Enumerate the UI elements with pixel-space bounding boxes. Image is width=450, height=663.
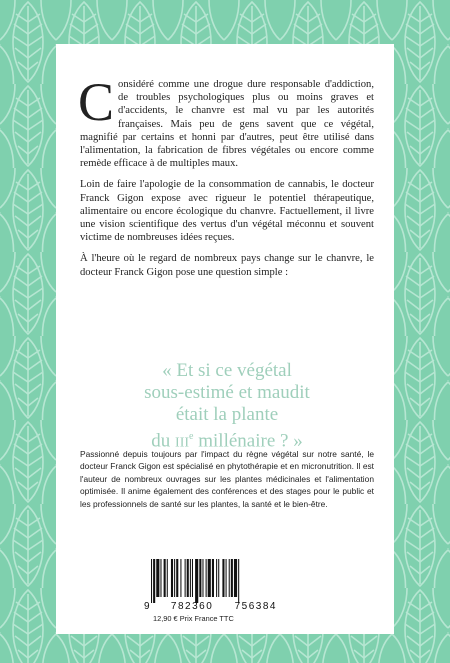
quote-line-2: sous-estimé et maudit — [144, 382, 310, 403]
barcode-bar — [187, 559, 189, 597]
barcode-icon — [143, 559, 277, 603]
barcode-digits — [143, 601, 283, 612]
back-cover-panel — [56, 44, 394, 634]
barcode-bar — [192, 559, 193, 597]
barcode-bar — [234, 559, 237, 597]
barcode-digit-first: 9 — [144, 601, 150, 612]
quote-century: III — [175, 435, 190, 451]
barcode-bar — [151, 559, 152, 603]
barcode-bar — [212, 559, 214, 597]
barcode-bar — [160, 559, 161, 597]
barcode-bar — [231, 559, 233, 597]
barcode-bar — [190, 559, 191, 597]
blurb-text — [78, 72, 374, 287]
barcode-bar — [226, 559, 227, 597]
barcode-bar — [238, 559, 239, 603]
barcode-digits-left: 782360 — [170, 601, 214, 612]
quote-line-3: était la plante — [175, 404, 279, 425]
barcode-bar — [216, 559, 217, 597]
barcode-bar — [164, 559, 166, 597]
author-bio: Passionné depuis toujours par l'impact du règne végétal sur notre santé, le docteur Franck Gigon est spécialisé en phytothérapie et en micronutrition. Il est l'auteur de nombreux ouvrages sur les plantes médicinales et l'alimentation optimisée. Il anime également des conférences et des stages pour le public et les professionnels de santé sur les plantes, la santé et le bien-être. — [80, 449, 374, 509]
quote-line-4-pre: du — [151, 430, 176, 452]
barcode-bar — [206, 559, 207, 597]
barcode-bar — [199, 559, 201, 597]
barcode-bar — [229, 559, 230, 597]
barcode-block — [143, 559, 283, 623]
barcode-bar — [174, 559, 175, 597]
barcode-bar — [153, 559, 155, 603]
barcode-bar — [208, 559, 211, 597]
barcode-bar — [195, 559, 198, 603]
barcode-bar — [202, 559, 203, 597]
barcode-bar — [218, 559, 219, 597]
quote-century-sup: e — [189, 431, 194, 442]
barcode-bar — [156, 559, 159, 597]
blurb-paragraph-1-text: onsidéré comme une drogue dure responsable d'addiction, de troubles psychologiques plus ou moins graves et d'accidents, le chanvre est mal vu par les autorités françaises. Mais peu de gens savent que ce végétal, magnifié par certains et honni par d'autres, peut être utilisé dans l'alimentation, la fabrication de fibres végétales ou encore comme remède efficace à de multiples maux. — [80, 79, 374, 170]
drop-cap: C — [78, 72, 115, 132]
barcode-bar — [171, 559, 173, 597]
blurb-paragraph-1 — [78, 72, 374, 170]
blurb-paragraph-3: À l'heure où le regard de nombreux pays change sur le chanvre, le docteur Franck Gigon pose une question simple : — [80, 253, 374, 278]
blurb-paragraph-2: Loin de faire l'apologie de la consommation de cannabis, le docteur Franck Gigon expose avec rigueur le potentiel thérapeutique, alimentaire ou encore écologique du chanvre. Factuellement, il livre une vision scientifique des vertus d'un végétal méconnu et souvent victime de nombreuses idées reçues. — [80, 179, 374, 244]
barcode-bar — [222, 559, 224, 597]
barcode-bar — [185, 559, 186, 597]
quote-line-4-post: millénaire ? » — [193, 430, 303, 452]
barcode-bar — [180, 559, 181, 597]
pull-quote — [80, 360, 374, 454]
price-label: 12,90 € Prix France TTC — [153, 614, 234, 623]
quote-line-1: « Et si ce végétal — [162, 360, 292, 381]
barcode-digits-right: 756384 — [234, 601, 277, 612]
barcode-bar — [176, 559, 178, 597]
barcode-bar — [167, 559, 168, 597]
